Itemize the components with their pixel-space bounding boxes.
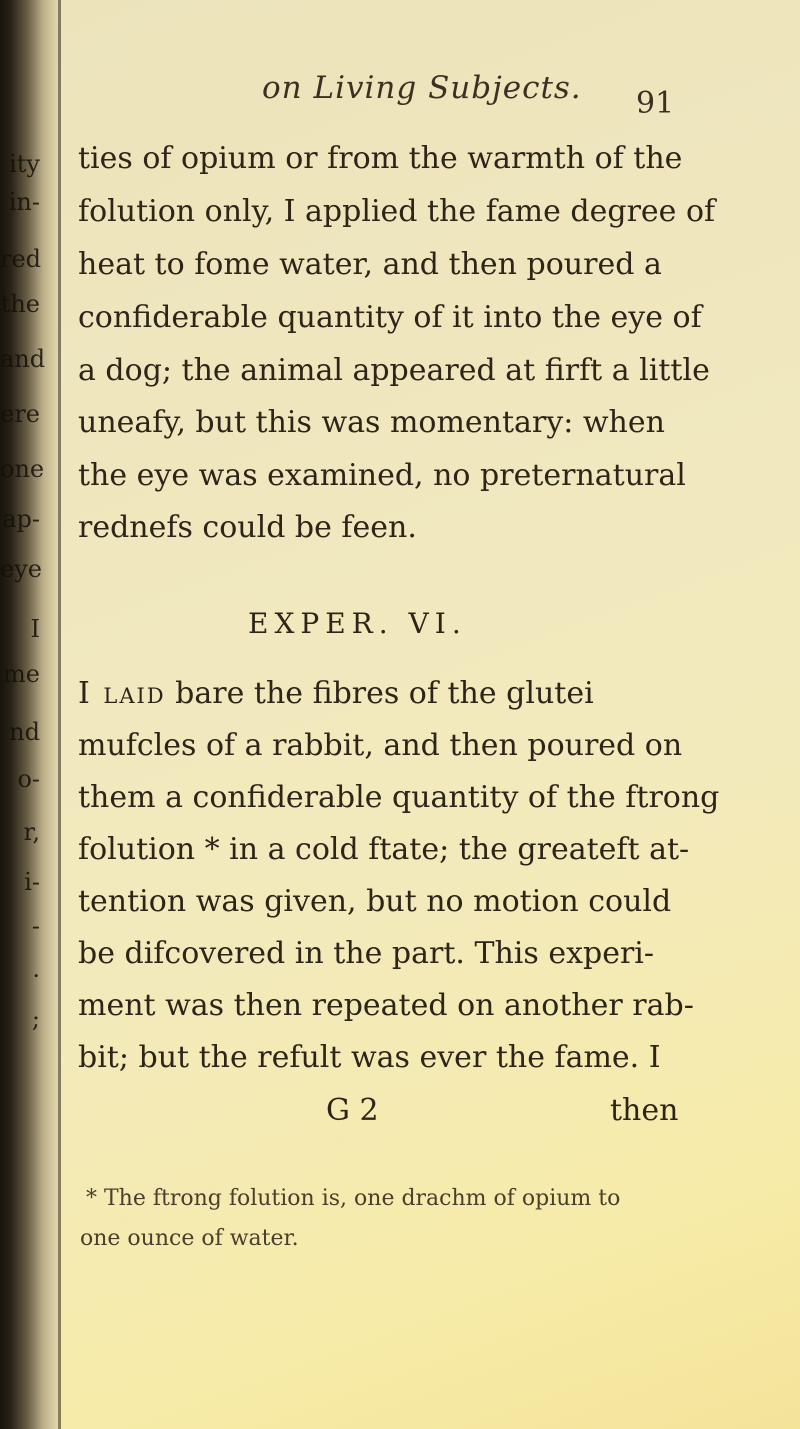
margin-fragment: ; xyxy=(31,1005,40,1033)
margin-fragment: red xyxy=(0,245,42,273)
margin-fragment: ity xyxy=(9,150,40,178)
page-number: 91 xyxy=(636,86,675,121)
margin-fragment: . xyxy=(32,955,40,983)
margin-fragment: me xyxy=(3,660,40,688)
text-line: ment was then repeated on another rab- xyxy=(78,988,694,1023)
margin-fragment: and xyxy=(0,345,46,373)
text-line: confiderable quantity of it into the eye of xyxy=(78,300,702,335)
text-line: a dog; the animal appeared at firft a little xyxy=(78,353,710,388)
text-line: bit; but the refult was ever the fame. I xyxy=(78,1040,661,1075)
text-line: ties of opium or from the warmth of the xyxy=(78,141,683,176)
signature-mark: G 2 xyxy=(326,1093,379,1128)
footnote-line: * The ftrong folution is, one drachm of opium to xyxy=(86,1186,621,1211)
text-line: mufcles of a rabbit, and then poured on xyxy=(78,728,683,763)
margin-fragment: - xyxy=(31,912,40,940)
margin-fragment: nd xyxy=(9,718,40,746)
margin-fragment: r, xyxy=(23,818,40,846)
margin-fragment: o- xyxy=(17,765,40,793)
text-line: folution * in a cold ftate; the greateft at- xyxy=(78,832,690,867)
text-line: tention was given, but no motion could xyxy=(78,884,672,919)
text-line: uneafy, but this was momentary: when xyxy=(78,405,665,440)
margin-fragment: one xyxy=(0,455,45,483)
margin-fragment: eye xyxy=(0,555,42,583)
section-heading: EXPER. VI. xyxy=(248,607,467,640)
text-line: be difcovered in the part. This experi- xyxy=(78,936,655,971)
margin-fragment: the xyxy=(0,290,40,318)
text-line: rednefs could be feen. xyxy=(78,510,417,545)
margin-fragment: I xyxy=(30,615,40,643)
margin-fragment: ere xyxy=(0,400,40,428)
drop-word: I laid xyxy=(78,676,166,711)
text-line: them a confiderable quantity of the ftrong xyxy=(78,780,720,815)
running-title: on Living Subjects. xyxy=(262,70,582,106)
text-line: heat to fome water, and then poured a xyxy=(78,247,662,282)
margin-fragment: ap- xyxy=(2,505,40,533)
binding-edge xyxy=(58,0,61,1429)
margin-fragment: in- xyxy=(8,188,40,216)
catchword: then xyxy=(610,1093,679,1128)
text-line: folution only, I applied the fame degree of xyxy=(78,194,716,229)
text-line: the eye was examined, no preternatural xyxy=(78,458,686,493)
text-line-rest: bare the fibres of the glutei xyxy=(165,676,594,711)
footnote-line: one ounce of water. xyxy=(80,1226,299,1251)
text-line xyxy=(78,676,594,711)
margin-fragment: i- xyxy=(24,868,40,896)
